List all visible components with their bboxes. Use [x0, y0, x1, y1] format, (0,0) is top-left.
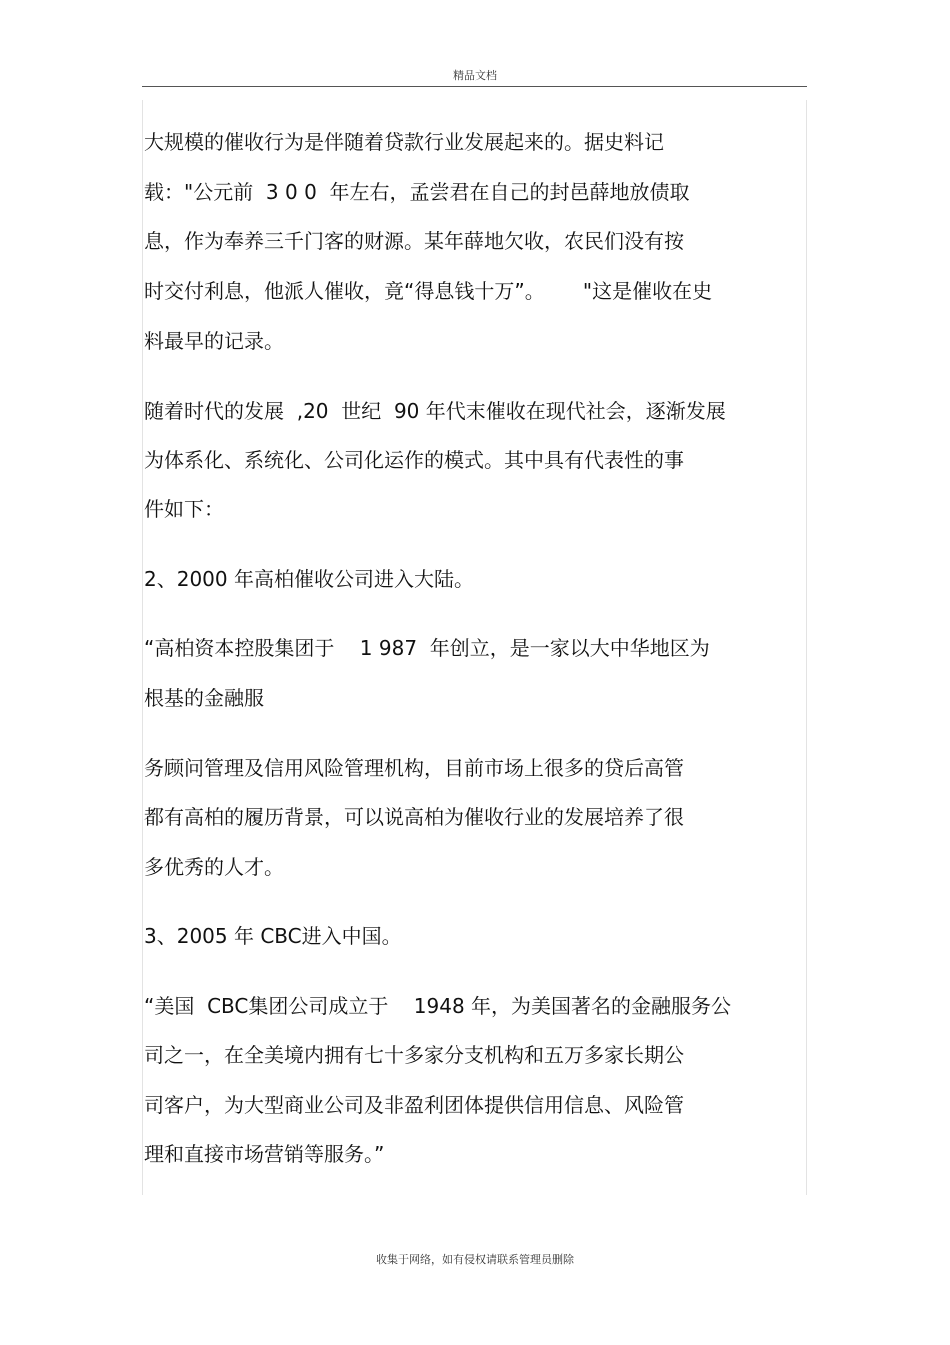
body-line: 司客户，为大型商业公司及非盈利团体提供信用信息、风险管 [144, 1093, 684, 1117]
page-frame-left-border [142, 100, 143, 1195]
body-line: 料最早的记录。 [144, 329, 284, 353]
body-line: 随着时代的发展 ,20 世纪 90 年代末催收在现代社会，逐渐发展 [144, 399, 726, 423]
body-line: 根基的金融服 [144, 686, 264, 710]
body-line: 息，作为奉养三千门客的财源。某年薛地欠收，农民们没有按 [144, 229, 684, 253]
body-line: 大规模的催收行为是伴随着贷款行业发展起来的。据史料记 [144, 130, 664, 154]
section-heading: 2、2000 年高柏催收公司进入大陆。 [144, 567, 474, 591]
body-line: 务顾问管理及信用风险管理机构，目前市场上很多的贷后高管 [144, 756, 684, 780]
body-line: “美国 CBC集团公司成立于 1948 年，为美国著名的金融服务公 [144, 994, 732, 1018]
page-footer: 收集于网络，如有侵权请联系管理员删除 [376, 1253, 574, 1266]
body-line: 时交付利息，他派人催收，竟“得息钱十万”。 "这是催收在史 [144, 279, 713, 303]
header-divider [142, 86, 807, 87]
section-heading: 3、2005 年 CBC进入中国。 [144, 924, 402, 948]
body-line: 为体系化、系统化、公司化运作的模式。其中具有代表性的事 [144, 448, 684, 472]
body-line: 多优秀的人才。 [144, 855, 284, 879]
body-line: 件如下： [144, 497, 224, 521]
body-line: “高柏资本控股集团于 1 987 年创立，是一家以大中华地区为 [144, 636, 710, 660]
body-line: 都有高柏的履历背景，可以说高柏为催收行业的发展培养了很 [144, 805, 684, 829]
page-frame-right-border [806, 100, 807, 1195]
body-line: 理和直接市场营销等服务。” [144, 1142, 385, 1166]
page-header: 精品文档 [453, 69, 497, 82]
body-line: 载："公元前 3 0 0 年左右，孟尝君在自己的封邑薛地放债取 [144, 180, 690, 204]
body-line: 司之一，在全美境内拥有七十多家分支机构和五万多家长期公 [144, 1043, 684, 1067]
